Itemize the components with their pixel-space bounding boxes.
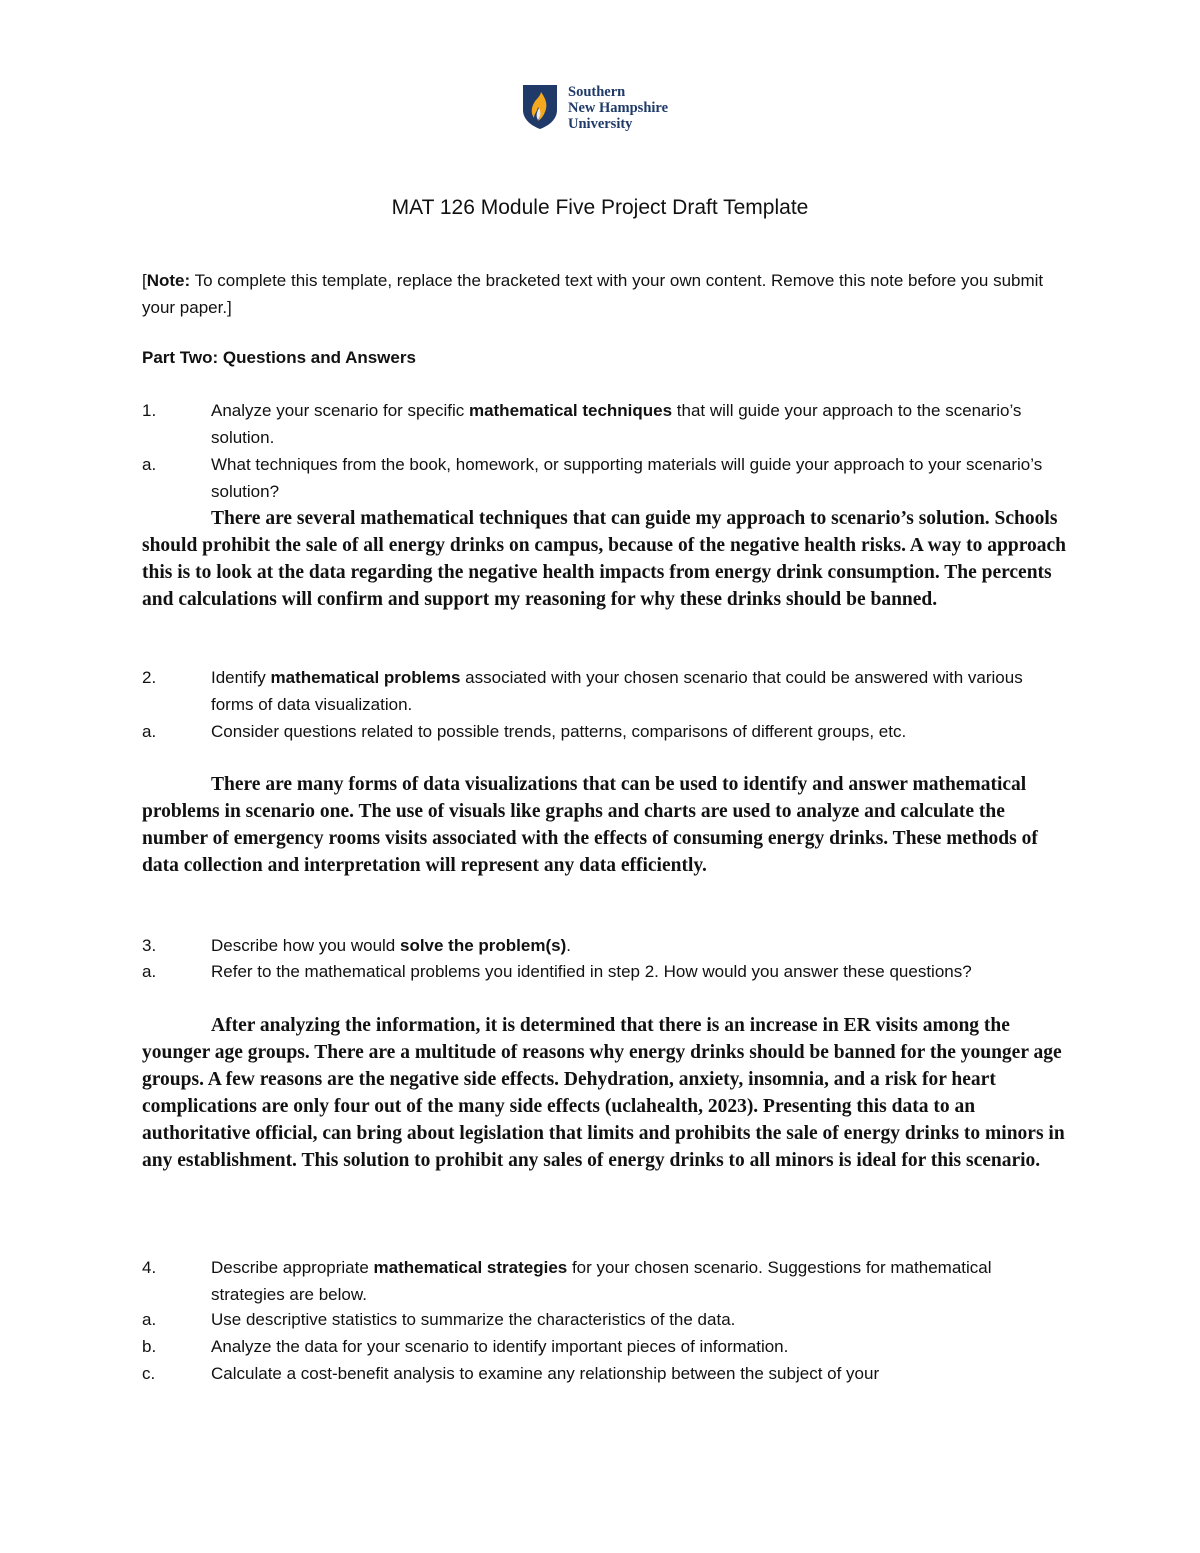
logo-line-1: Southern xyxy=(568,84,626,100)
subquestion-letter: a. xyxy=(142,722,157,741)
section-heading: Part Two: Questions and Answers xyxy=(142,348,416,367)
subquestion-text: Analyze the data for your scenario to identify important pieces of information. xyxy=(211,1337,789,1356)
answer-text: After analyzing the information, it is determined that there is an increase in ER visits among the younger age groups. There are a multitude of reasons why energy drinks should be banned for the younger age groups. A few reasons are the negative side effects. Dehydration, anxiety, insomnia, and a risk for heart complications are only four out of the many side effects (uclahealth, 2023). Presenting this data to an authoritative official, can bring about legislation that limits and prohibits the sale of energy drinks to minors in any establishment. This solution to prohibit any sales of energy drinks to all minors is ideal for this scenario. xyxy=(142,1015,1065,1171)
question-text xyxy=(211,665,1062,718)
question-1a xyxy=(142,452,1062,505)
question-2 xyxy=(142,665,1062,718)
question-number: 1. xyxy=(142,401,157,420)
question-3 xyxy=(142,933,1062,960)
question-4 xyxy=(142,1255,1062,1308)
subquestion-text: Refer to the mathematical problems you identified in step 2. How would you answer these questions? xyxy=(211,962,972,981)
question-4b xyxy=(142,1334,1062,1361)
answer-2 xyxy=(142,771,1067,879)
question-4c xyxy=(142,1361,1062,1388)
question-text-post: for your chosen scenario. Suggestions for mathematical strategies are below. xyxy=(211,1258,992,1304)
answer-text: There are several mathematical techniques that can guide my approach to scenario’s solution. Schools should prohibit the sale of all energy drinks on campus, because of the negative health risks. A way to approach this is to look at the data regarding the negative health impacts from energy drink consumption. The percents and calculations will confirm and support my reasoning for why these drinks should be banned. xyxy=(142,508,1066,610)
question-text xyxy=(211,398,1062,451)
subquestion-letter: b. xyxy=(142,1337,157,1356)
subquestion-letter: a. xyxy=(142,962,157,981)
note-open-bracket: [ xyxy=(142,271,147,290)
question-number: 3. xyxy=(142,936,157,955)
document-title: MAT 126 Module Five Project Draft Template xyxy=(391,196,809,219)
question-3a xyxy=(142,959,1062,986)
logo-line-2: New Hampshire xyxy=(568,100,669,116)
question-keyword: mathematical problems xyxy=(270,668,461,687)
question-text-pre: Analyze your scenario for specific xyxy=(211,401,469,420)
answer-3 xyxy=(142,1012,1067,1174)
note-text: To complete this template, replace the bracketed text with your own content. Remove this note before you submit your paper.] xyxy=(142,271,1044,317)
question-keyword: solve the problem(s) xyxy=(399,936,567,955)
subquestion-letter: a. xyxy=(142,1310,157,1329)
question-keyword: mathematical techniques xyxy=(468,401,673,420)
logo-wordmark xyxy=(568,84,668,132)
question-text-pre: Describe how you would xyxy=(211,936,400,955)
answer-1 xyxy=(142,505,1067,613)
question-text xyxy=(211,1255,1062,1308)
question-keyword: mathematical strategies xyxy=(373,1258,568,1277)
question-4a xyxy=(142,1307,1062,1334)
university-logo xyxy=(522,84,668,132)
question-text-post: that will guide your approach to the scenario’s solution. xyxy=(211,401,1022,447)
note-label: Note: xyxy=(146,271,191,290)
question-number: 2. xyxy=(142,668,157,687)
shield-flame-icon xyxy=(522,84,558,130)
answer-text: There are many forms of data visualizations that can be used to identify and answer mathematical problems in scenario one. The use of visuals like graphs and charts are used to analyze and calculate the number of emergency rooms visits associated with the effects of consuming energy drinks. These methods of data collection and interpretation will represent any data efficiently. xyxy=(142,774,1038,876)
question-number: 4. xyxy=(142,1258,157,1277)
subquestion-text: Use descriptive statistics to summarize the characteristics of the data. xyxy=(211,1310,736,1329)
question-text-pre: Identify xyxy=(211,668,271,687)
logo-line-3: University xyxy=(568,116,633,132)
template-note xyxy=(142,268,1072,321)
question-text-post: . xyxy=(566,936,571,955)
subquestion-text: What techniques from the book, homework, or supporting materials will guide your approach to your scenario’s solution? xyxy=(211,455,1043,501)
subquestion-letter: c. xyxy=(142,1364,156,1383)
question-text-pre: Describe appropriate xyxy=(211,1258,374,1277)
subquestion-text: Consider questions related to possible trends, patterns, comparisons of different groups, etc. xyxy=(211,722,907,741)
question-2a xyxy=(142,719,1062,746)
question-text xyxy=(211,933,1062,960)
question-1 xyxy=(142,398,1062,451)
question-text-post: associated with your chosen scenario that could be answered with various forms of data visualization. xyxy=(211,668,1023,714)
subquestion-text: Calculate a cost-benefit analysis to examine any relationship between the subject of your xyxy=(211,1364,880,1383)
subquestion-letter: a. xyxy=(142,455,157,474)
